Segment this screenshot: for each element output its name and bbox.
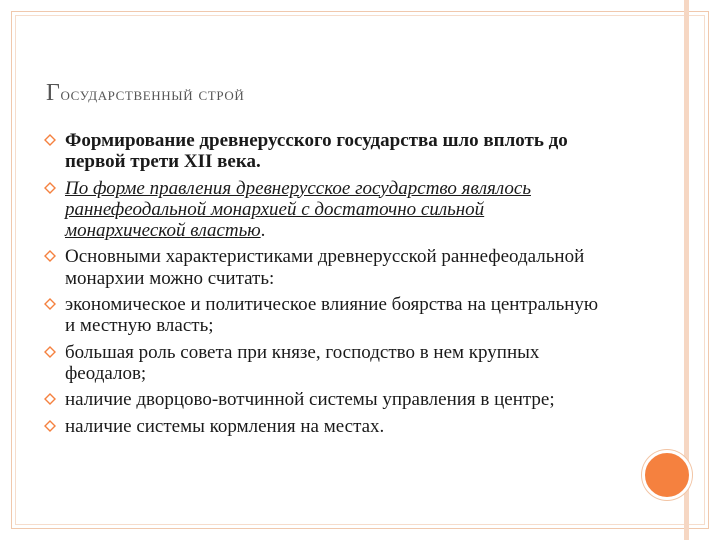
bullet-icon bbox=[44, 250, 56, 262]
bullet-item bbox=[44, 130, 604, 173]
bullet-item bbox=[44, 416, 604, 437]
bullet-text: Формирование древнерусского государства шло вплоть до первой трети XII века. bbox=[65, 130, 568, 173]
bullet-text: экономическое и политическое влияние боярства на центральную и местную власть; bbox=[65, 294, 599, 337]
bullet-list bbox=[44, 130, 604, 442]
bullet-icon bbox=[44, 134, 56, 146]
bullet-text: Основными характеристиками древнерусской раннефеодальной монархии можно считать: bbox=[65, 246, 585, 289]
bullet-icon bbox=[44, 393, 56, 405]
bullet-item bbox=[44, 294, 604, 337]
bullet-item bbox=[44, 389, 604, 410]
bullet-text: наличие дворцово-вотчинной системы управления в центре; bbox=[65, 389, 555, 411]
bullet-text: наличие системы кормления на местах. bbox=[65, 415, 385, 437]
bullet-icon bbox=[44, 182, 56, 194]
bullet-text: большая роль совета при князе, господство в нем крупных феодалов; bbox=[65, 341, 540, 384]
slide-title: Государственный строй bbox=[46, 80, 245, 106]
bullet-icon bbox=[44, 298, 56, 310]
bullet-icon bbox=[44, 346, 56, 358]
orange-circle-icon bbox=[642, 450, 692, 500]
bullet-item bbox=[44, 342, 604, 385]
bullet-item bbox=[44, 246, 604, 289]
bullet-icon bbox=[44, 420, 56, 432]
bullet-text-tail: . bbox=[260, 220, 266, 242]
bullet-item bbox=[44, 178, 604, 242]
bullet-text: По форме правления древнерусское государство являлось раннефеодальной монархией с достаточно сильной монархической властью bbox=[65, 177, 531, 242]
